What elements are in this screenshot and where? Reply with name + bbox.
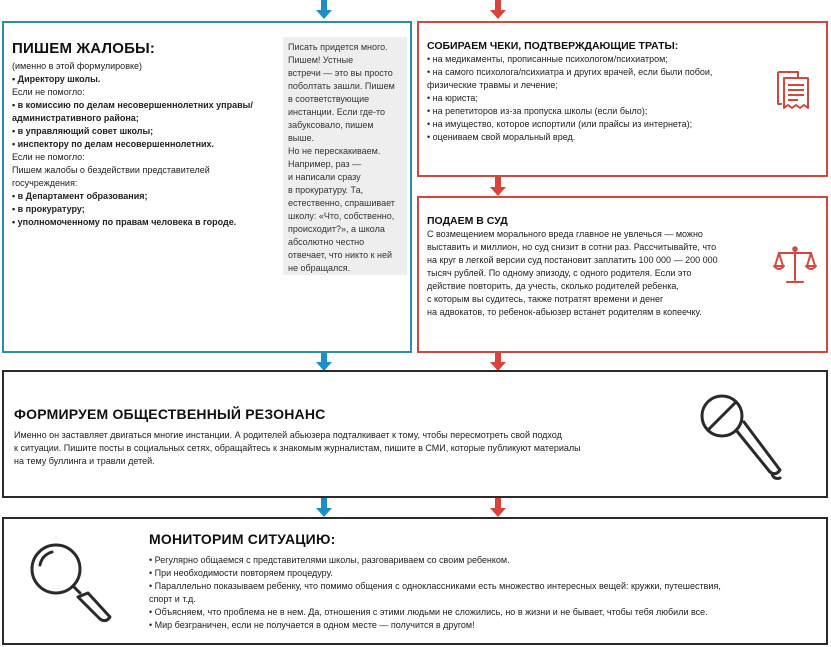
court-line: тысяч рублей. По одному эпизоду, с одного родителя. Если это (427, 268, 692, 278)
sidenote-line: отвечает, что никто к ней (288, 250, 393, 260)
court-line: на круг в легкой версии суд постановит заплатить 100 000 — 200 000 (427, 255, 718, 265)
sidenote-line: Пишем! Устные (288, 55, 354, 65)
monitor-panel (2, 517, 828, 645)
receipts-line: • на медикаменты, прописанные психологом/психиатром; (427, 54, 668, 64)
sidenote-line: и написали сразу (288, 172, 361, 182)
monitor-title: МОНИТОРИМ СИТУАЦИЮ: (149, 531, 336, 547)
sidenote-line: происходит?», а школа (288, 224, 385, 234)
monitor-line: • Объясняем, что проблема не в нем. Да, отношения с этими людьми не сложились, но в жизни и не бывает, чтобы тебя любили все. (149, 607, 708, 617)
receipts-line: • на имущество, которое испортили (или прайсы из интернета); (427, 119, 693, 129)
resonance-text (14, 429, 654, 468)
court-text (427, 228, 767, 319)
complaints-line: (именно в этой формулировке) (12, 61, 143, 71)
sidenote-line: естественно, спрашивает (288, 198, 395, 208)
complaints-line: • уполномоченному по правам человека в городе. (12, 217, 237, 227)
sidenote-line: в прокуратуру. Та, (288, 185, 364, 195)
receipts-list (427, 53, 767, 144)
complaints-line: Если не помогло: (12, 152, 85, 162)
sidenote-line: в соответствующие (288, 94, 370, 104)
sidenote-line: не обращался. (288, 263, 351, 273)
receipts-line: • оцениваем свой моральный вред. (427, 132, 576, 142)
monitor-line: • Регулярно общаемся с представителями школы, разговариваем со своим ребенком. (149, 555, 510, 565)
complaints-line: • в прокуратуру; (12, 204, 85, 214)
complaints-line: госучреждения: (12, 178, 78, 188)
court-line: с которым вы судитесь, также потратят времени и денег (427, 294, 664, 304)
resonance-line: Именно он заставляет двигаться многие инстанции. А родителей абьюзера подталкивает к тому, чтобы пересмотреть свой подход (14, 430, 562, 440)
microphone-icon (692, 386, 792, 482)
monitor-line: • При необходимости повторяем процедуру. (149, 568, 333, 578)
monitor-list (149, 554, 819, 632)
receipts-line: • на юриста; (427, 93, 478, 103)
complaints-sidenote (283, 37, 407, 275)
receipts-title: СОБИРАЕМ ЧЕКИ, ПОДТВЕРЖДАЮЩИЕ ТРАТЫ: (427, 40, 679, 52)
sidenote-line: Писать придется много. (288, 42, 388, 52)
complaints-line: Пишем жалобы о бездействии представителей (12, 165, 210, 175)
complaints-line: • в управляющий совет школы; (12, 126, 154, 136)
scales-icon (773, 244, 817, 286)
complaints-line: • инспектору по делам несовершеннолетних. (12, 139, 215, 149)
sidenote-line: Но не перескакиваем. (288, 146, 381, 156)
sidenote-line: школу: «Что, собственно, (288, 211, 395, 221)
receipts-line: • на репетиторов из-за пропуска школы (если было); (427, 106, 648, 116)
receipts-line: физические травмы и лечение; (427, 80, 558, 90)
sidenote-line: Например, раз — (288, 159, 362, 169)
monitor-line: • Параллельно показываем ребенку, что помимо общения с одноклассниками есть множество интересных вещей: кружки, путешествия, (149, 581, 721, 591)
complaints-title: ПИШЕМ ЖАЛОБЫ: (12, 40, 156, 57)
receipts-line: • на самого психолога/психиатра и других врачей, если были побои, (427, 67, 713, 77)
complaints-line: Если не помогло: (12, 87, 85, 97)
sidenote-line: встречи — это вы просто (288, 68, 393, 78)
court-line: на адвокатов, то ребенок-абьюзер встанет родителям в копеечку. (427, 307, 702, 317)
court-title: ПОДАЕМ В СУД (427, 215, 508, 227)
complaints-list (12, 60, 280, 229)
resonance-panel (2, 370, 828, 498)
complaints-panel (2, 21, 412, 353)
monitor-line: спорт и т.д. (149, 594, 196, 604)
complaints-line: • в Департамент образования; (12, 191, 148, 201)
resonance-line: на тему буллинга и травли детей. (14, 456, 155, 466)
sidenote-line: поболтать зашли. Пишем (288, 81, 395, 91)
sidenote-line: абсолютно честно (288, 237, 365, 247)
magnifier-icon (20, 533, 116, 629)
court-line: С возмещением морального вреда главное не увлечься — можно (427, 229, 703, 239)
resonance-title: ФОРМИРУЕМ ОБЩЕСТВЕННЫЙ РЕЗОНАНС (14, 406, 326, 422)
court-panel (417, 196, 828, 353)
sidenote-line: забуксовало, пишем (288, 120, 374, 130)
court-line: выставить и миллион, но суд снизит в сотни раз. Рассчитывайте, что (427, 242, 717, 252)
resonance-line: к ситуации. Пишите посты в социальных сетях, обращайтесь к знакомым журналистам, пишите в СМИ, которые публикуют материалы (14, 443, 581, 453)
complaints-line: • Директору школы. (12, 74, 101, 84)
monitor-line: • Мир безграничен, если не получается в одном месте — получится в другом! (149, 620, 475, 630)
receipts-panel (417, 21, 828, 177)
complaints-line: • в комиссию по делам несовершеннолетних управы/ (12, 100, 253, 110)
court-line: действие повторить, да учесть, сколько родителей ребенка, (427, 281, 679, 291)
sidenote-line: выше. (288, 133, 314, 143)
receipt-icon (772, 68, 814, 114)
sidenote-line: инстанции. Если где-то (288, 107, 386, 117)
complaints-line: административного района; (12, 113, 139, 123)
